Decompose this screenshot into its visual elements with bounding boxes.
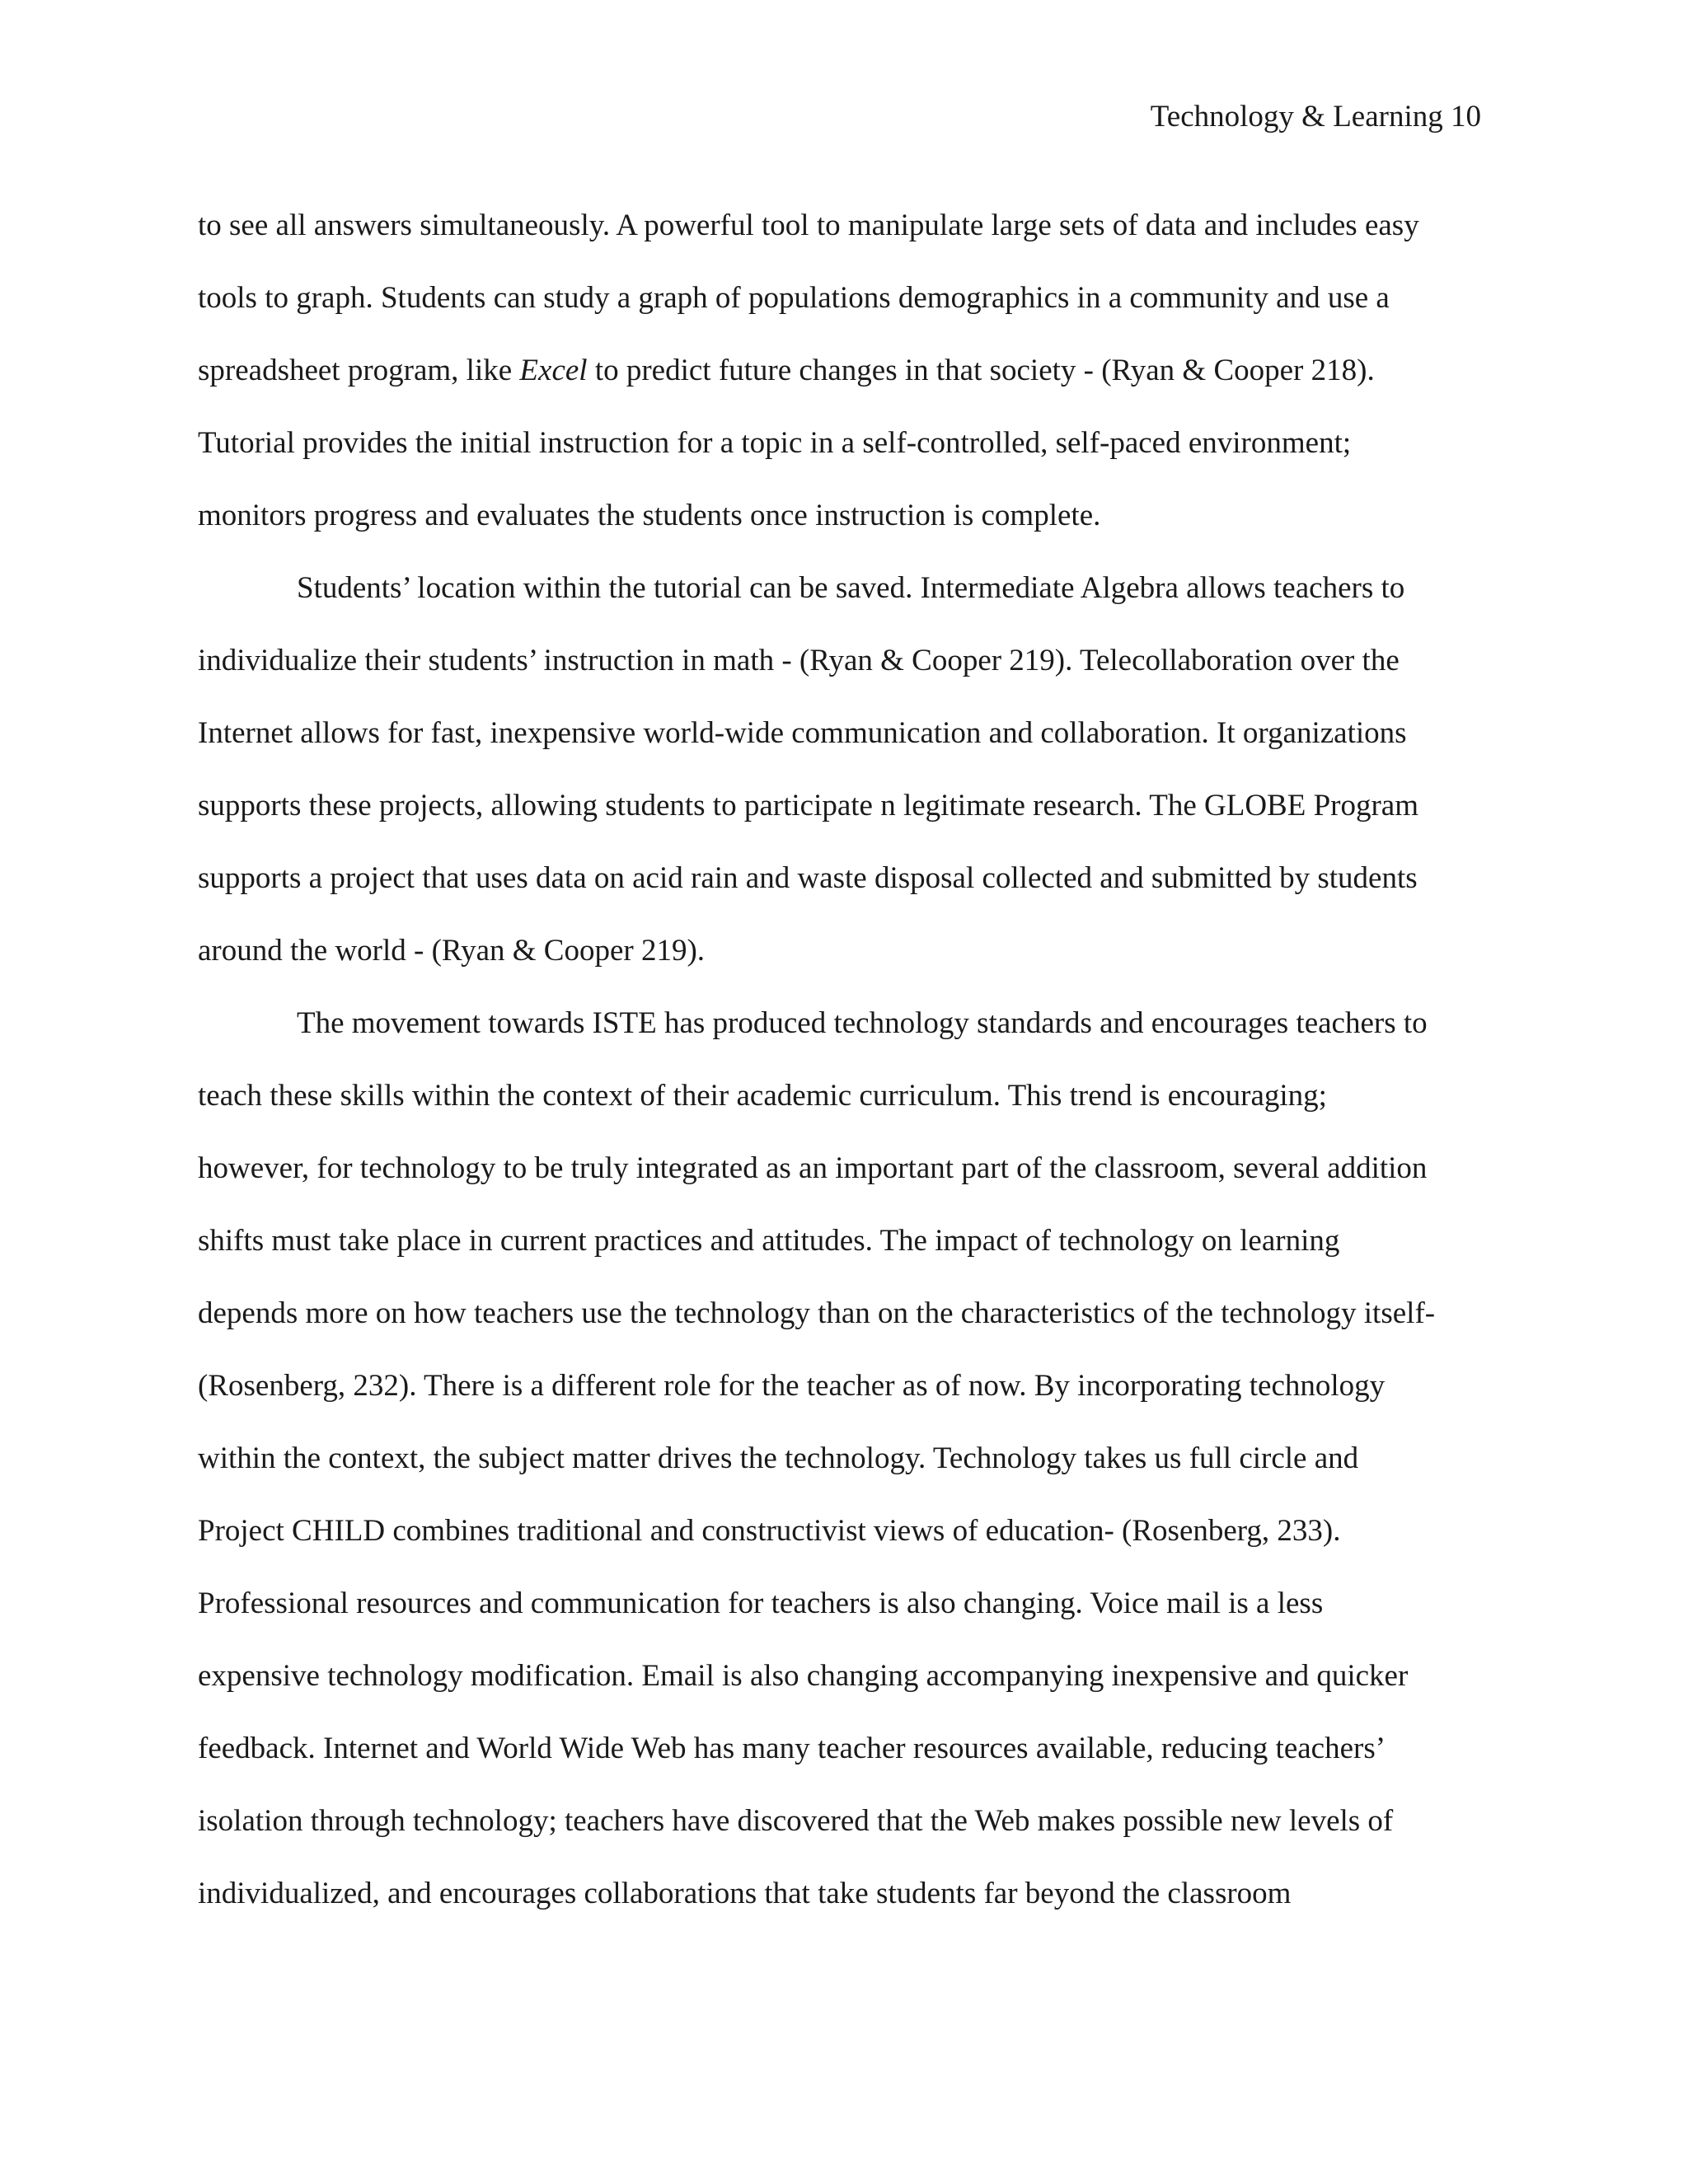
- text-line-10: supports a project that uses data on acid rain and waste disposal collected and submitted by students: [198, 861, 1418, 895]
- text-line-16: depends more on how teachers use the technology than on the characteristics of the technology itself-: [198, 1296, 1436, 1330]
- text-line-1: to see all answers simultaneously. A powerful tool to manipulate large sets of data and includes easy: [198, 209, 1419, 242]
- text-line-17: (Rosenberg, 232). There is a different role for the teacher as of now. By incorporating technology: [198, 1369, 1386, 1403]
- italic-term-excel: Excel: [519, 354, 588, 387]
- text-line-2: tools to graph. Students can study a graph of populations demographics in a community and use a: [198, 281, 1390, 315]
- text-line-19: Project CHILD combines traditional and constructivist views of education- (Rosenberg, 233).: [198, 1514, 1341, 1548]
- text-line-3: [198, 353, 1493, 425]
- text-run: spreadsheet program, like: [198, 354, 520, 387]
- text-line-11: around the world - (Ryan & Cooper 219).: [198, 934, 706, 968]
- text-line-24: individualized, and encourages collaborations that take students far beyond the classroom: [198, 1877, 1292, 1910]
- text-line-6: Students’ location within the tutorial can be saved. Intermediate Algebra allows teachers to: [297, 571, 1405, 605]
- text-line-8: Internet allows for fast, inexpensive world-wide communication and collaboration. It organizations: [198, 716, 1407, 750]
- text-line-4: Tutorial provides the initial instruction for a topic in a self-controlled, self-paced environment;: [198, 426, 1352, 460]
- text-line-13: teach these skills within the context of their academic curriculum. This trend is encouraging;: [198, 1079, 1327, 1113]
- text-line-18: within the context, the subject matter drives the technology. Technology takes us full circle and: [198, 1441, 1359, 1475]
- text-line-23: isolation through technology; teachers have discovered that the Web makes possible new levels of: [198, 1804, 1394, 1838]
- text-line-20: Professional resources and communication for teachers is also changing. Voice mail is a less: [198, 1586, 1324, 1620]
- text-line-14: however, for technology to be truly integrated as an important part of the classroom, several addition: [198, 1151, 1428, 1185]
- running-head: Technology & Learning 10: [1150, 100, 1481, 134]
- text-run: to predict future changes in that society - (Ryan & Cooper 218).: [587, 354, 1375, 387]
- body-text: [198, 208, 1493, 1948]
- text-line-15: shifts must take place in current practices and attitudes. The impact of technology on learning: [198, 1224, 1340, 1258]
- text-line-7: individualize their students’ instruction in math - (Ryan & Cooper 219). Telecollaboration over the: [198, 644, 1400, 677]
- text-line-9: supports these projects, allowing students to participate n legitimate research. The GLOBE Program: [198, 789, 1418, 823]
- text-line-21: expensive technology modification. Email is also changing accompanying inexpensive and quicker: [198, 1659, 1409, 1693]
- text-line-5: monitors progress and evaluates the students once instruction is complete.: [198, 499, 1101, 532]
- text-line-22: feedback. Internet and World Wide Web has many teacher resources available, reducing teachers’: [198, 1732, 1386, 1765]
- text-line-12: The movement towards ISTE has produced technology standards and encourages teachers to: [297, 1006, 1428, 1040]
